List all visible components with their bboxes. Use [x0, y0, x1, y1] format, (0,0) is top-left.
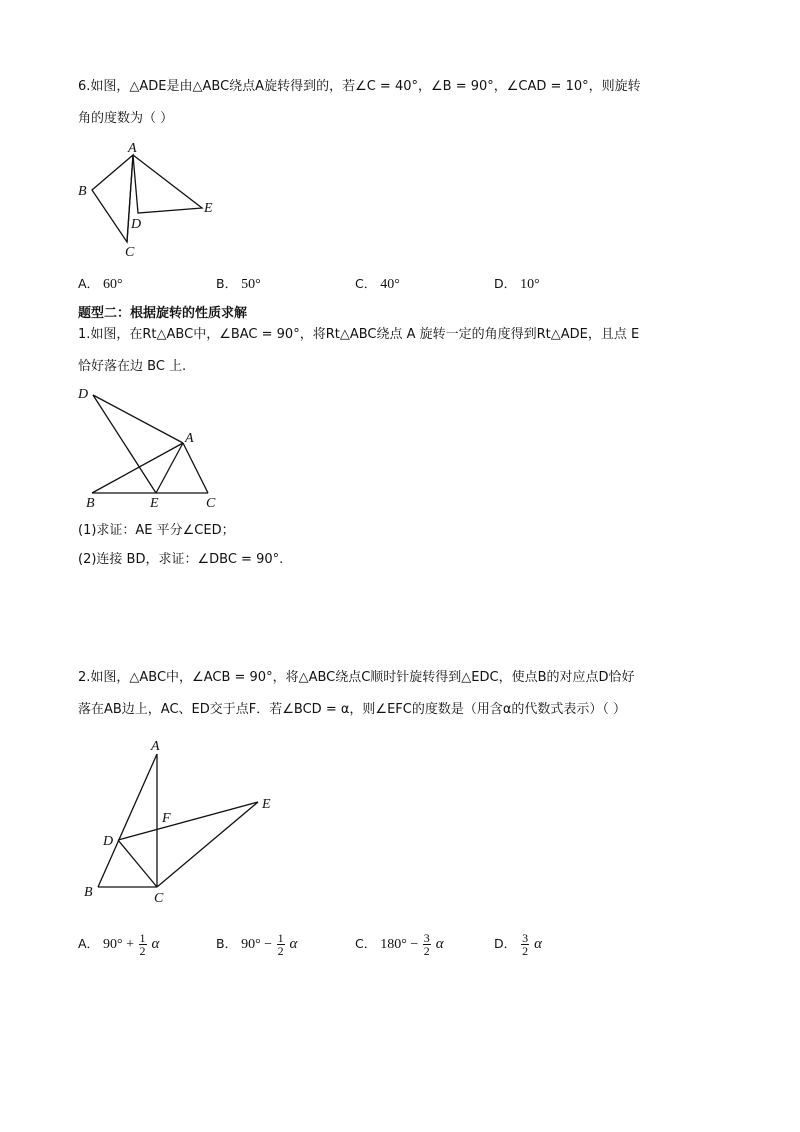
p2-option-b-letter: B． [216, 936, 238, 951]
q6-text-line2: 角的度数为（ ） [78, 111, 174, 126]
q6-option-a-value: 60° [103, 277, 123, 292]
p2-figure [78, 732, 288, 912]
section-heading: 题型二：根据旋转的性质求解 [78, 306, 248, 321]
p1-label-d: D [78, 387, 89, 402]
p2-option-c-pre: 180° − [380, 937, 422, 952]
q6-option-a-letter: A． [78, 276, 100, 291]
p2-option-a-pre: 90° + [103, 937, 138, 952]
q6-option-d-value: 10° [520, 277, 540, 292]
p2-segment-ec [157, 802, 258, 887]
p2-segment-dc [118, 840, 157, 887]
q6-label-a: A [128, 141, 137, 156]
p2-option-b-fraction: $\frac{1}{2}$ [277, 931, 284, 958]
q6-triangle-abc [92, 155, 133, 242]
q6-option-b-value: 50° [241, 277, 261, 292]
q6-label-b: B [78, 184, 87, 199]
q6-option-b-letter: B． [216, 276, 238, 291]
p2-option-c-fraction: $\frac{3}{2}$ [423, 931, 430, 958]
q6-option-a[interactable] [78, 274, 123, 293]
p2-option-a-alpha: α [151, 936, 160, 952]
p1-segment-da [93, 395, 183, 443]
q6-triangle-ade [133, 155, 202, 213]
p1-text-line1: 1.如图，在Rt△ABC中，∠BAC = 90°，将Rt△ABC绕点 A 旋转一定的角度得到Rt△ADE，且点 E [78, 327, 640, 342]
p1-subquestion-2: (2)连接 BD，求证：∠DBC = 90°. [78, 552, 284, 567]
p1-label-e: E [150, 496, 159, 511]
p2-option-c[interactable] [355, 932, 444, 957]
p1-label-a: A [185, 431, 194, 446]
p2-option-d-letter: D． [494, 936, 517, 951]
p2-option-c-letter: C． [355, 936, 377, 951]
p1-subquestion-1: (1)求证：AE 平分∠CED； [78, 523, 235, 538]
p1-label-c: C [206, 496, 216, 511]
p2-option-b-alpha: α [289, 936, 298, 952]
q6-figure [70, 140, 230, 265]
p2-text-line1: 2.如图，△ABC中，∠ACB = 90°，将△ABC绕点C顺时针旋转得到△EDC，使点B的对应点D恰好 [78, 670, 635, 685]
p2-segment-ab [98, 754, 157, 887]
q6-option-d[interactable] [494, 274, 540, 293]
q6-option-b[interactable] [216, 274, 261, 293]
q6-option-c-letter: C． [355, 276, 377, 291]
p2-label-e: E [262, 797, 271, 812]
q6-option-d-letter: D． [494, 276, 517, 291]
q6-option-c[interactable] [355, 274, 400, 293]
q6-label-c: C [125, 245, 135, 260]
p2-option-b[interactable] [216, 932, 297, 957]
p2-label-b: B [84, 885, 93, 900]
q6-option-c-value: 40° [380, 277, 400, 292]
p2-option-b-pre: 90° − [241, 937, 276, 952]
p2-text-line2: 落在AB边上，AC、ED交于点F．若∠BCD = α，则∠EFC的度数是（用含α的代数式表示）（ ） [78, 702, 627, 717]
p2-label-d: D [103, 834, 114, 849]
q6-text-line1: 6.如图，△ADE是由△ABC绕点A旋转得到的，若∠C = 40°，∠B = 90°，∠CAD = 10°，则旋转 [78, 79, 641, 94]
p2-option-d[interactable] [494, 932, 542, 957]
p2-option-d-alpha: α [534, 936, 542, 952]
p1-segment-ac [183, 443, 208, 493]
p2-option-a[interactable] [78, 932, 159, 957]
p2-option-a-fraction: $\frac{1}{2}$ [139, 931, 146, 958]
p2-option-c-alpha: α [435, 936, 444, 952]
q6-label-d: D [131, 217, 142, 232]
p1-figure [70, 380, 240, 515]
p2-option-d-fraction: $\frac{3}{2}$ [522, 931, 529, 958]
p1-segment-de [93, 395, 156, 493]
p1-text-line2: 恰好落在边 BC 上. [78, 359, 187, 374]
p2-segment-de [118, 802, 258, 840]
p2-label-f: F [162, 811, 171, 826]
q6-label-e: E [204, 201, 213, 216]
p1-label-b: B [86, 496, 95, 511]
p2-label-a: A [151, 739, 160, 754]
p2-option-a-letter: A． [78, 936, 100, 951]
p2-label-c: C [154, 891, 164, 906]
